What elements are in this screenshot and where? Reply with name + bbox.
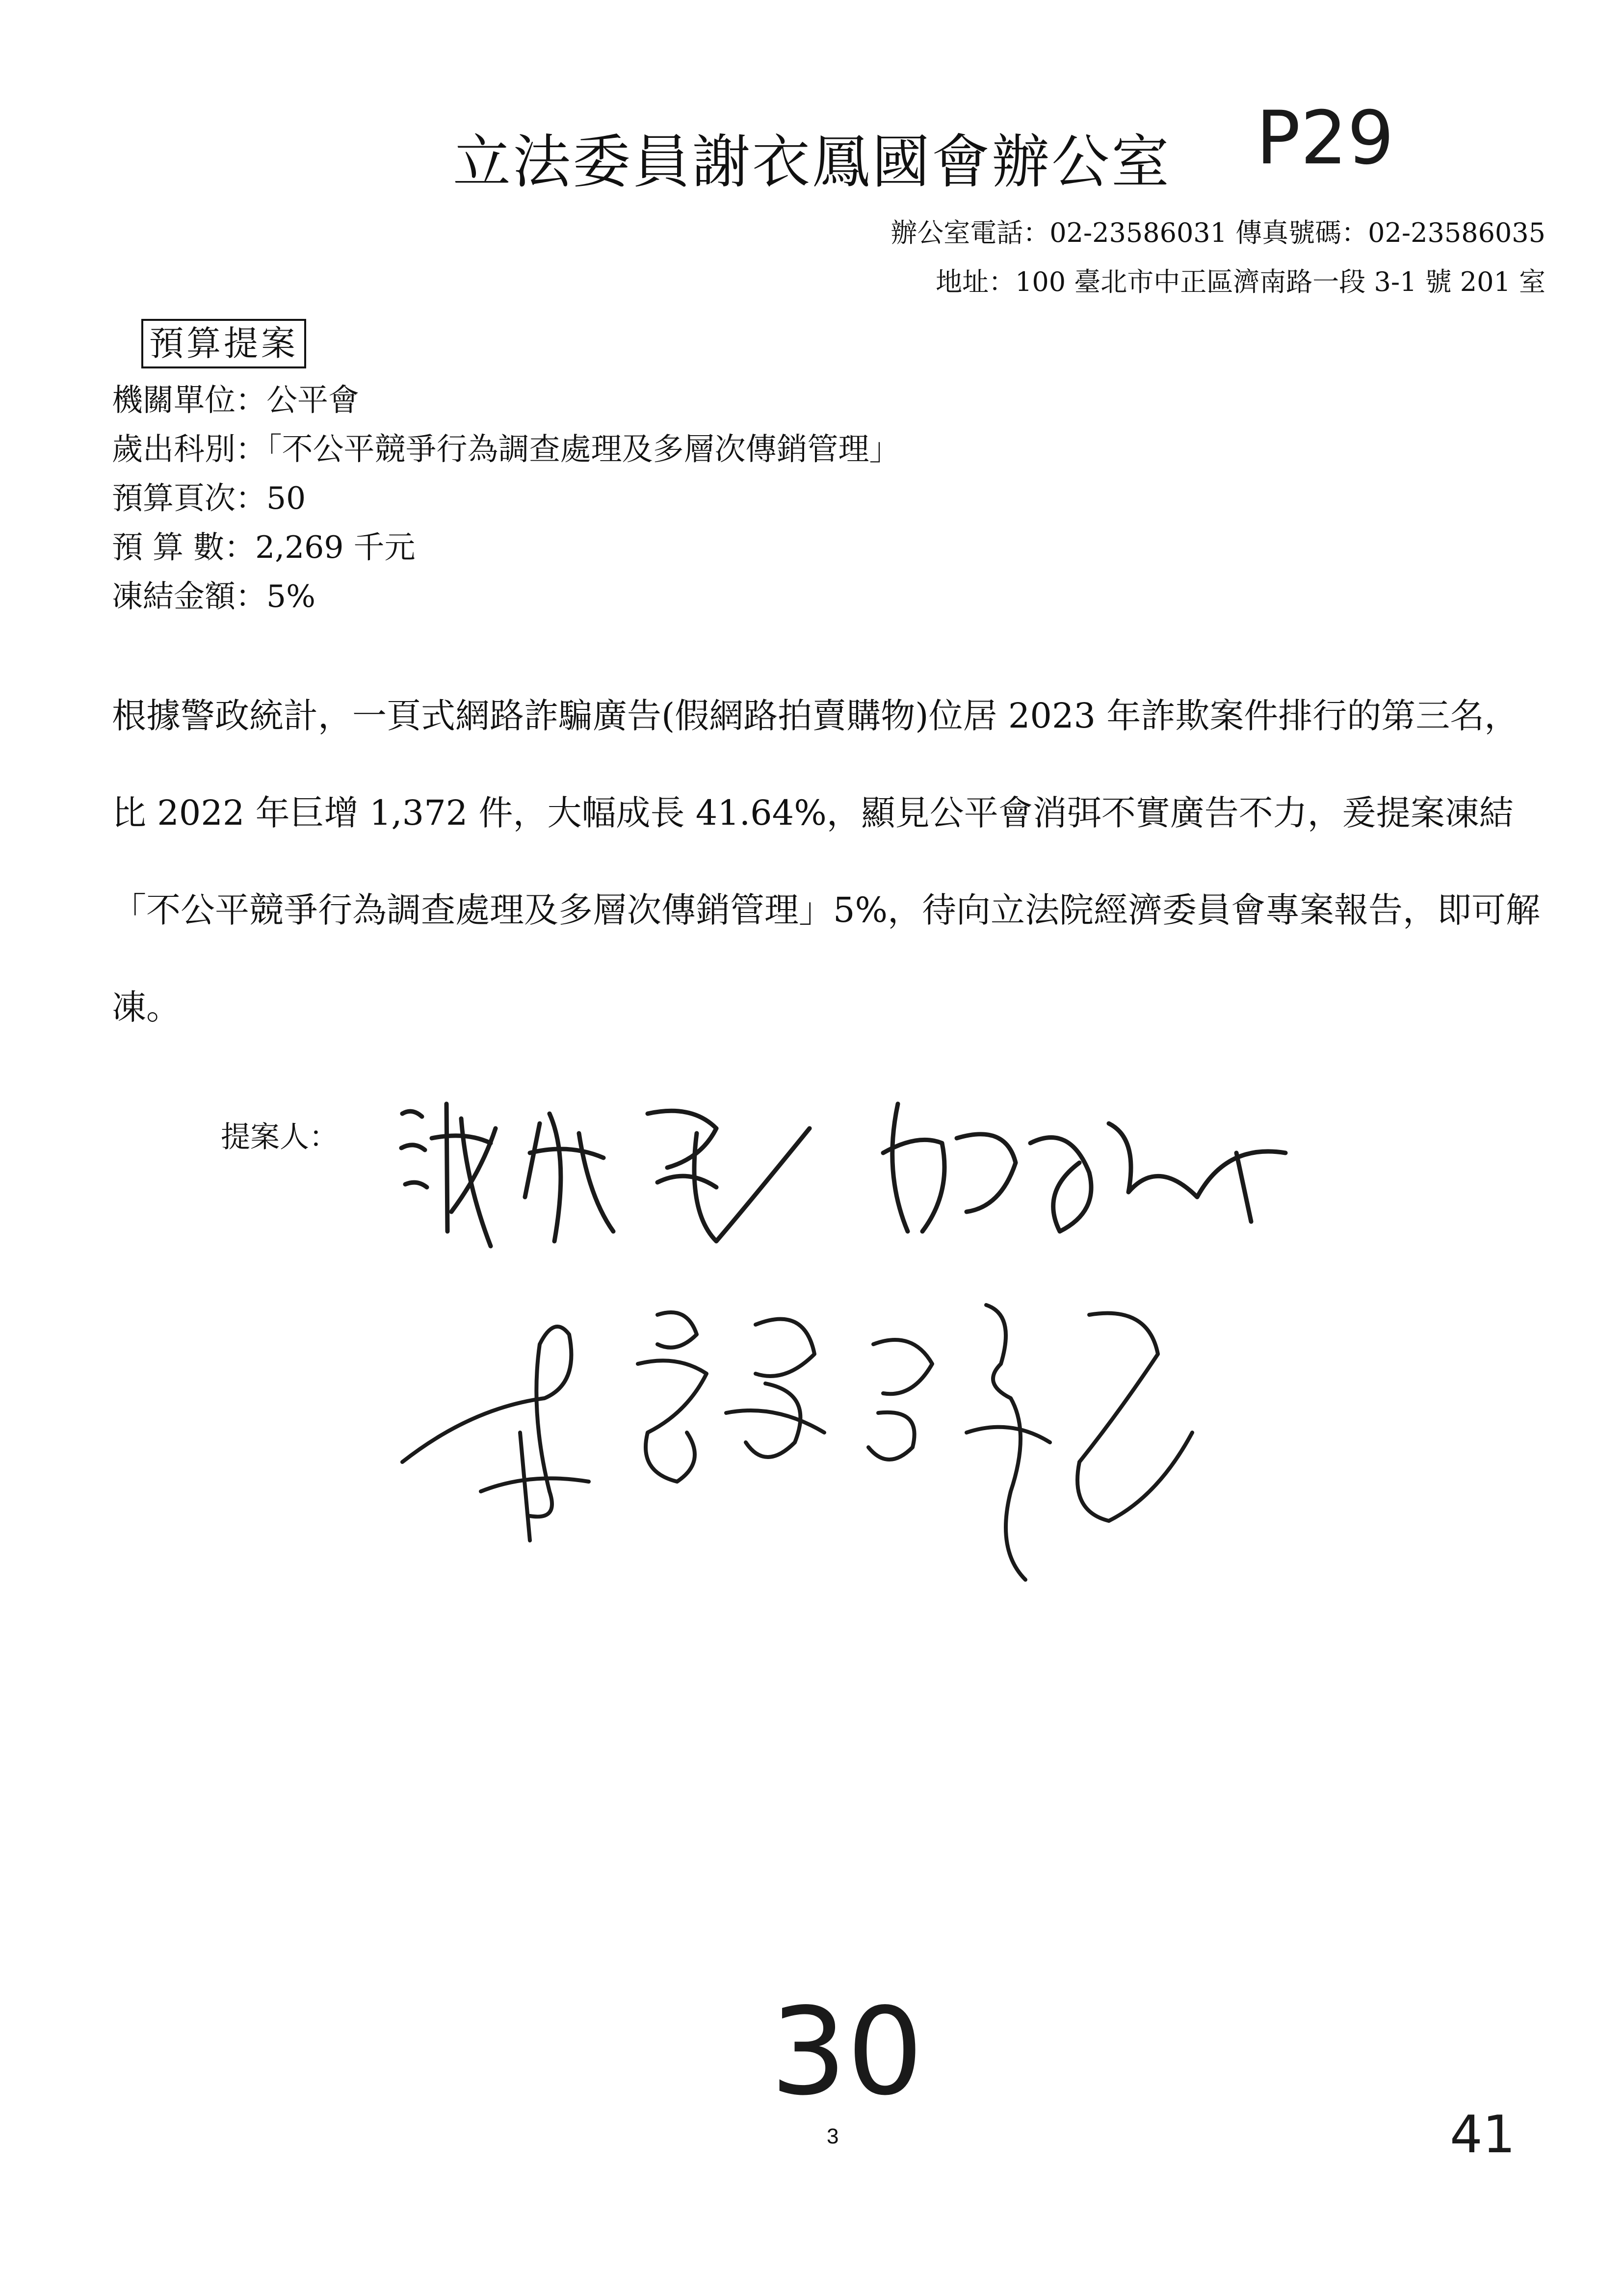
proposal-body-paragraph: 根據警政統計，一頁式網路詐騙廣告(假網路拍賣購物)位居 2023 年詐欺案件排行的第三名，比 2022 年巨增 1,372 件，大幅成長 41.64%，顯見公平會消弭不實廣告不力，爰提案凍結「不公平競爭行為調查處理及多層次傳銷管理」5%，待向立法院經濟委員會專案報告，即可解凍。 xyxy=(112,696,1541,1027)
proposer-label: 提案人： xyxy=(221,1120,339,1154)
proposal-type-label: 預算提案 xyxy=(141,319,306,368)
office-phone-fax: 辦公室電話：02-23586031 傳真號碼：02-23586035 xyxy=(891,217,1545,248)
handwritten-corner-number: 41 xyxy=(1450,2105,1516,2165)
field-label: 機關單位 xyxy=(112,382,236,418)
field-budget-amount xyxy=(112,522,415,567)
field-value: 50 xyxy=(266,480,306,516)
field-separator: ： xyxy=(236,578,266,614)
field-separator: ： xyxy=(236,382,266,418)
field-label: 歲出科別 xyxy=(112,431,236,467)
printed-page-number: 3 xyxy=(827,2124,839,2148)
field-value: 公平會 xyxy=(266,382,359,418)
proposal-body xyxy=(112,667,1545,1056)
signature-proposer-1 xyxy=(393,1084,1300,1261)
field-label: 預 算 數 xyxy=(112,529,225,565)
field-separator: ： xyxy=(236,431,266,467)
field-value: 2,269 千元 xyxy=(255,529,416,565)
handwritten-page-number: 30 xyxy=(770,1982,923,2122)
field-expenditure-item xyxy=(112,424,900,469)
office-title: 立法委員謝衣鳳國會辦公室 xyxy=(452,128,1171,196)
field-agency xyxy=(112,375,359,420)
field-budget-page xyxy=(112,473,306,518)
signature-proposer-2 xyxy=(383,1285,1217,1599)
handwritten-page-annotation: P29 xyxy=(1256,96,1394,181)
field-separator: ： xyxy=(224,529,256,565)
field-separator: ： xyxy=(236,480,266,516)
field-label: 凍結金額 xyxy=(112,578,236,614)
field-value: 5% xyxy=(266,578,315,614)
field-value: 「不公平競爭行為調查處理及多層次傳銷管理」 xyxy=(266,431,900,467)
office-address: 地址：100 臺北市中正區濟南路一段 3-1 號 201 室 xyxy=(936,266,1545,297)
field-frozen-amount xyxy=(112,572,315,616)
field-label: 預算頁次 xyxy=(112,480,236,516)
